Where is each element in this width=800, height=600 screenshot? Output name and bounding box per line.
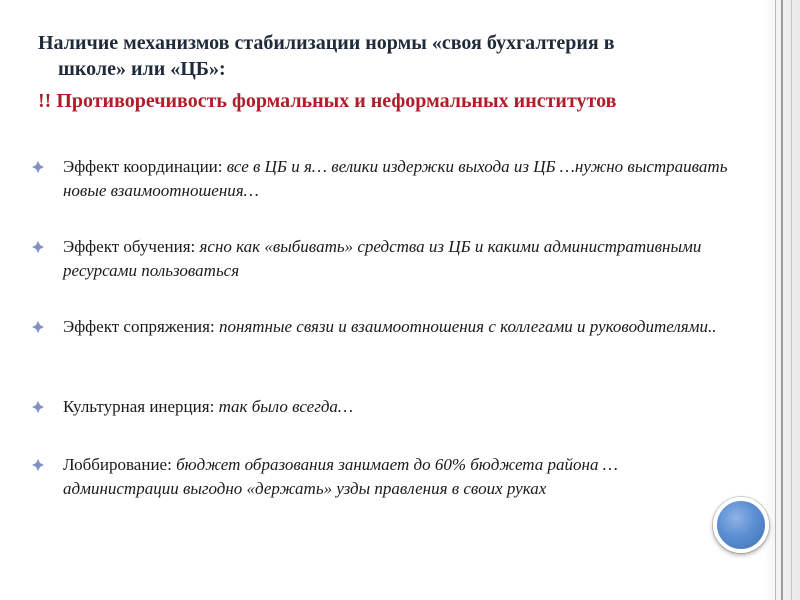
list-item <box>32 235 732 283</box>
border-line <box>791 0 792 600</box>
diamond-bullet-icon <box>32 459 44 471</box>
list-item <box>32 155 732 203</box>
diamond-bullet-icon <box>32 321 44 333</box>
blue-circle-decoration <box>713 497 769 553</box>
list-item <box>32 315 717 339</box>
diamond-bullet-icon <box>32 161 44 173</box>
slide-title-line-1: Наличие механизмов стабилизации нормы «своя бухгалтерия в <box>38 32 615 54</box>
item-term: Эффект сопряжения: <box>63 317 219 336</box>
border-line <box>781 0 783 600</box>
slide-title-line-2: школе» или «ЦБ»: <box>58 58 226 80</box>
list-item <box>32 453 732 501</box>
diamond-bullet-icon <box>32 401 44 413</box>
item-term: Эффект обучения: <box>63 237 200 256</box>
list-item <box>32 395 353 419</box>
item-description: все в ЦБ и я… велики издержки выхода из ЦБ …нужно выстраивать новые взаимоотношения… <box>63 157 728 200</box>
diamond-bullet-icon <box>32 241 44 253</box>
item-description: понятные связи и взаимоотношения с коллегами и руководителями.. <box>218 317 717 336</box>
item-description: бюджет образования занимает до 60% бюджета района … администрации выгодно «держать» узды правления в своих руках <box>63 455 618 498</box>
item-term: Эффект координации: <box>63 157 227 176</box>
item-term: Культурная инерция: <box>63 397 219 416</box>
item-description: так было всегда… <box>218 397 354 416</box>
item-term: Лоббирование: <box>63 455 177 474</box>
item-description: ясно как «выбивать» средства из ЦБ и какими административными ресурсами пользоваться <box>63 237 702 280</box>
slide-title <box>38 30 768 82</box>
slide-subtitle: !! Противоречивость формальных и неформальных институтов <box>38 90 617 112</box>
